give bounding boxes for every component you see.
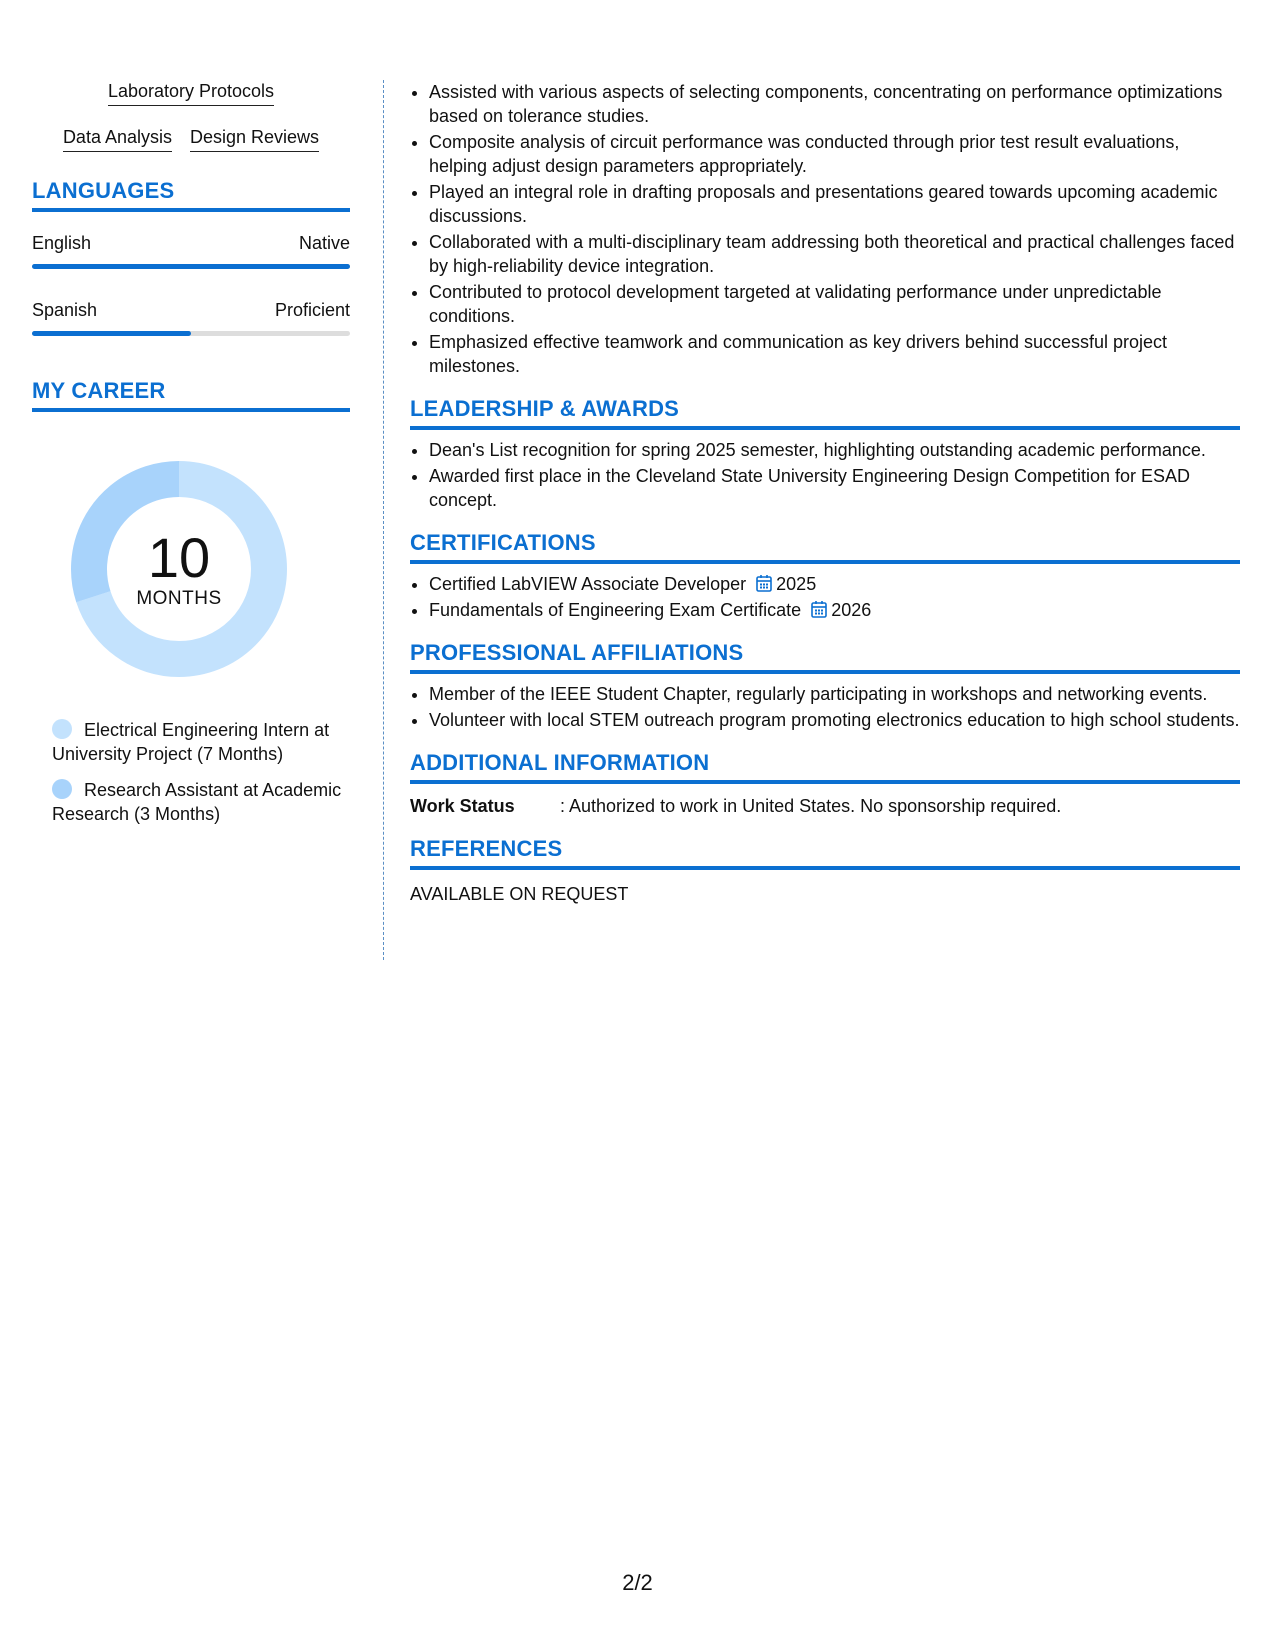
legend-item	[52, 778, 350, 826]
bullet-item: • Dean's List recognition for spring 2025 semester, highlighting outstanding academic performance.	[429, 438, 1240, 462]
bullet-item: • Awarded first place in the Cleveland State University Engineering Design Competition for ESAD concept.	[429, 464, 1240, 512]
column-divider	[383, 80, 384, 960]
leadership-list	[410, 438, 1240, 512]
career-total-number: 10	[147, 526, 211, 589]
certification-year: 2025	[776, 574, 817, 594]
bullet-item: • Collaborated with a multi-disciplinary team addressing both theoretical and practical challenges faced by high-reliability device integration.	[429, 230, 1240, 278]
skills-row-2	[32, 126, 350, 152]
language-item	[32, 232, 350, 269]
certification-name: Certified LabVIEW Associate Developer	[429, 574, 747, 594]
skill-tag: Design Reviews	[190, 126, 319, 152]
work-status-row	[410, 794, 1240, 818]
bullet-item: • Contributed to protocol development targeted at validating performance under unpredictable conditions.	[429, 280, 1240, 328]
work-status-label: Work Status	[410, 796, 515, 816]
language-name: English	[32, 233, 92, 253]
page-number: 2/2	[622, 1570, 653, 1595]
legend-label: Electrical Engineering Intern at University Project (7 Months)	[52, 720, 330, 764]
bullet-item: • Assisted with various aspects of selecting components, concentrating on performance optimizations based on tolerance studies.	[429, 80, 1240, 128]
legend-label: Research Assistant at Academic Research (3 Months)	[52, 780, 342, 824]
skill-tag: Data Analysis	[63, 126, 172, 152]
certification-name: Fundamentals of Engineering Exam Certificate	[429, 600, 802, 620]
career-heading: MY CAREER	[32, 378, 350, 412]
skill-tag: Laboratory Protocols	[108, 80, 274, 106]
career-section	[32, 378, 350, 826]
bullet-item: • Composite analysis of circuit performance was conducted through prior test result evaluations, helping adjust design parameters appropriately.	[429, 130, 1240, 178]
career-donut-chart	[66, 456, 292, 682]
languages-heading: LANGUAGES	[32, 178, 350, 212]
language-item	[32, 299, 350, 336]
experience-bullets	[410, 80, 1240, 378]
language-level: Proficient	[274, 300, 350, 320]
skills-row-1	[32, 80, 350, 106]
left-column	[32, 80, 350, 838]
certification-item	[429, 572, 1240, 596]
bullet-item: • Emphasized effective teamwork and communication as key drivers behind successful project milestones.	[429, 330, 1240, 378]
calendar-icon	[756, 574, 772, 592]
legend-dot	[52, 719, 72, 739]
career-total-unit: MONTHS	[136, 588, 222, 609]
certifications-list	[410, 572, 1240, 622]
leadership-heading: LEADERSHIP & AWARDS	[410, 396, 1240, 430]
language-bar-fill	[32, 331, 191, 336]
references-text: AVAILABLE ON REQUEST	[410, 884, 629, 904]
certification-item	[429, 598, 1240, 622]
right-column	[410, 80, 1240, 906]
language-level: Native	[298, 233, 350, 253]
language-bar	[32, 264, 350, 269]
legend-dot	[52, 779, 72, 799]
language-bar	[32, 331, 350, 336]
career-legend	[32, 718, 350, 826]
legend-item	[52, 718, 350, 766]
language-name: Spanish	[32, 300, 98, 320]
affiliations-list	[410, 682, 1240, 732]
language-bar-fill	[32, 264, 350, 269]
work-status-value: : Authorized to work in United States. No sponsorship required.	[560, 796, 1062, 816]
certifications-heading: CERTIFICATIONS	[410, 530, 1240, 564]
calendar-icon	[811, 600, 827, 618]
bullet-item: • Played an integral role in drafting proposals and presentations geared towards upcoming academic discussions.	[429, 180, 1240, 228]
bullet-item: • Volunteer with local STEM outreach program promoting electronics education to high school students.	[429, 708, 1240, 732]
certification-year: 2026	[831, 600, 872, 620]
references-heading: REFERENCES	[410, 836, 1240, 870]
affiliations-heading: PROFESSIONAL AFFILIATIONS	[410, 640, 1240, 674]
additional-info-heading: ADDITIONAL INFORMATION	[410, 750, 1240, 784]
bullet-item: • Member of the IEEE Student Chapter, regularly participating in workshops and networking events.	[429, 682, 1240, 706]
